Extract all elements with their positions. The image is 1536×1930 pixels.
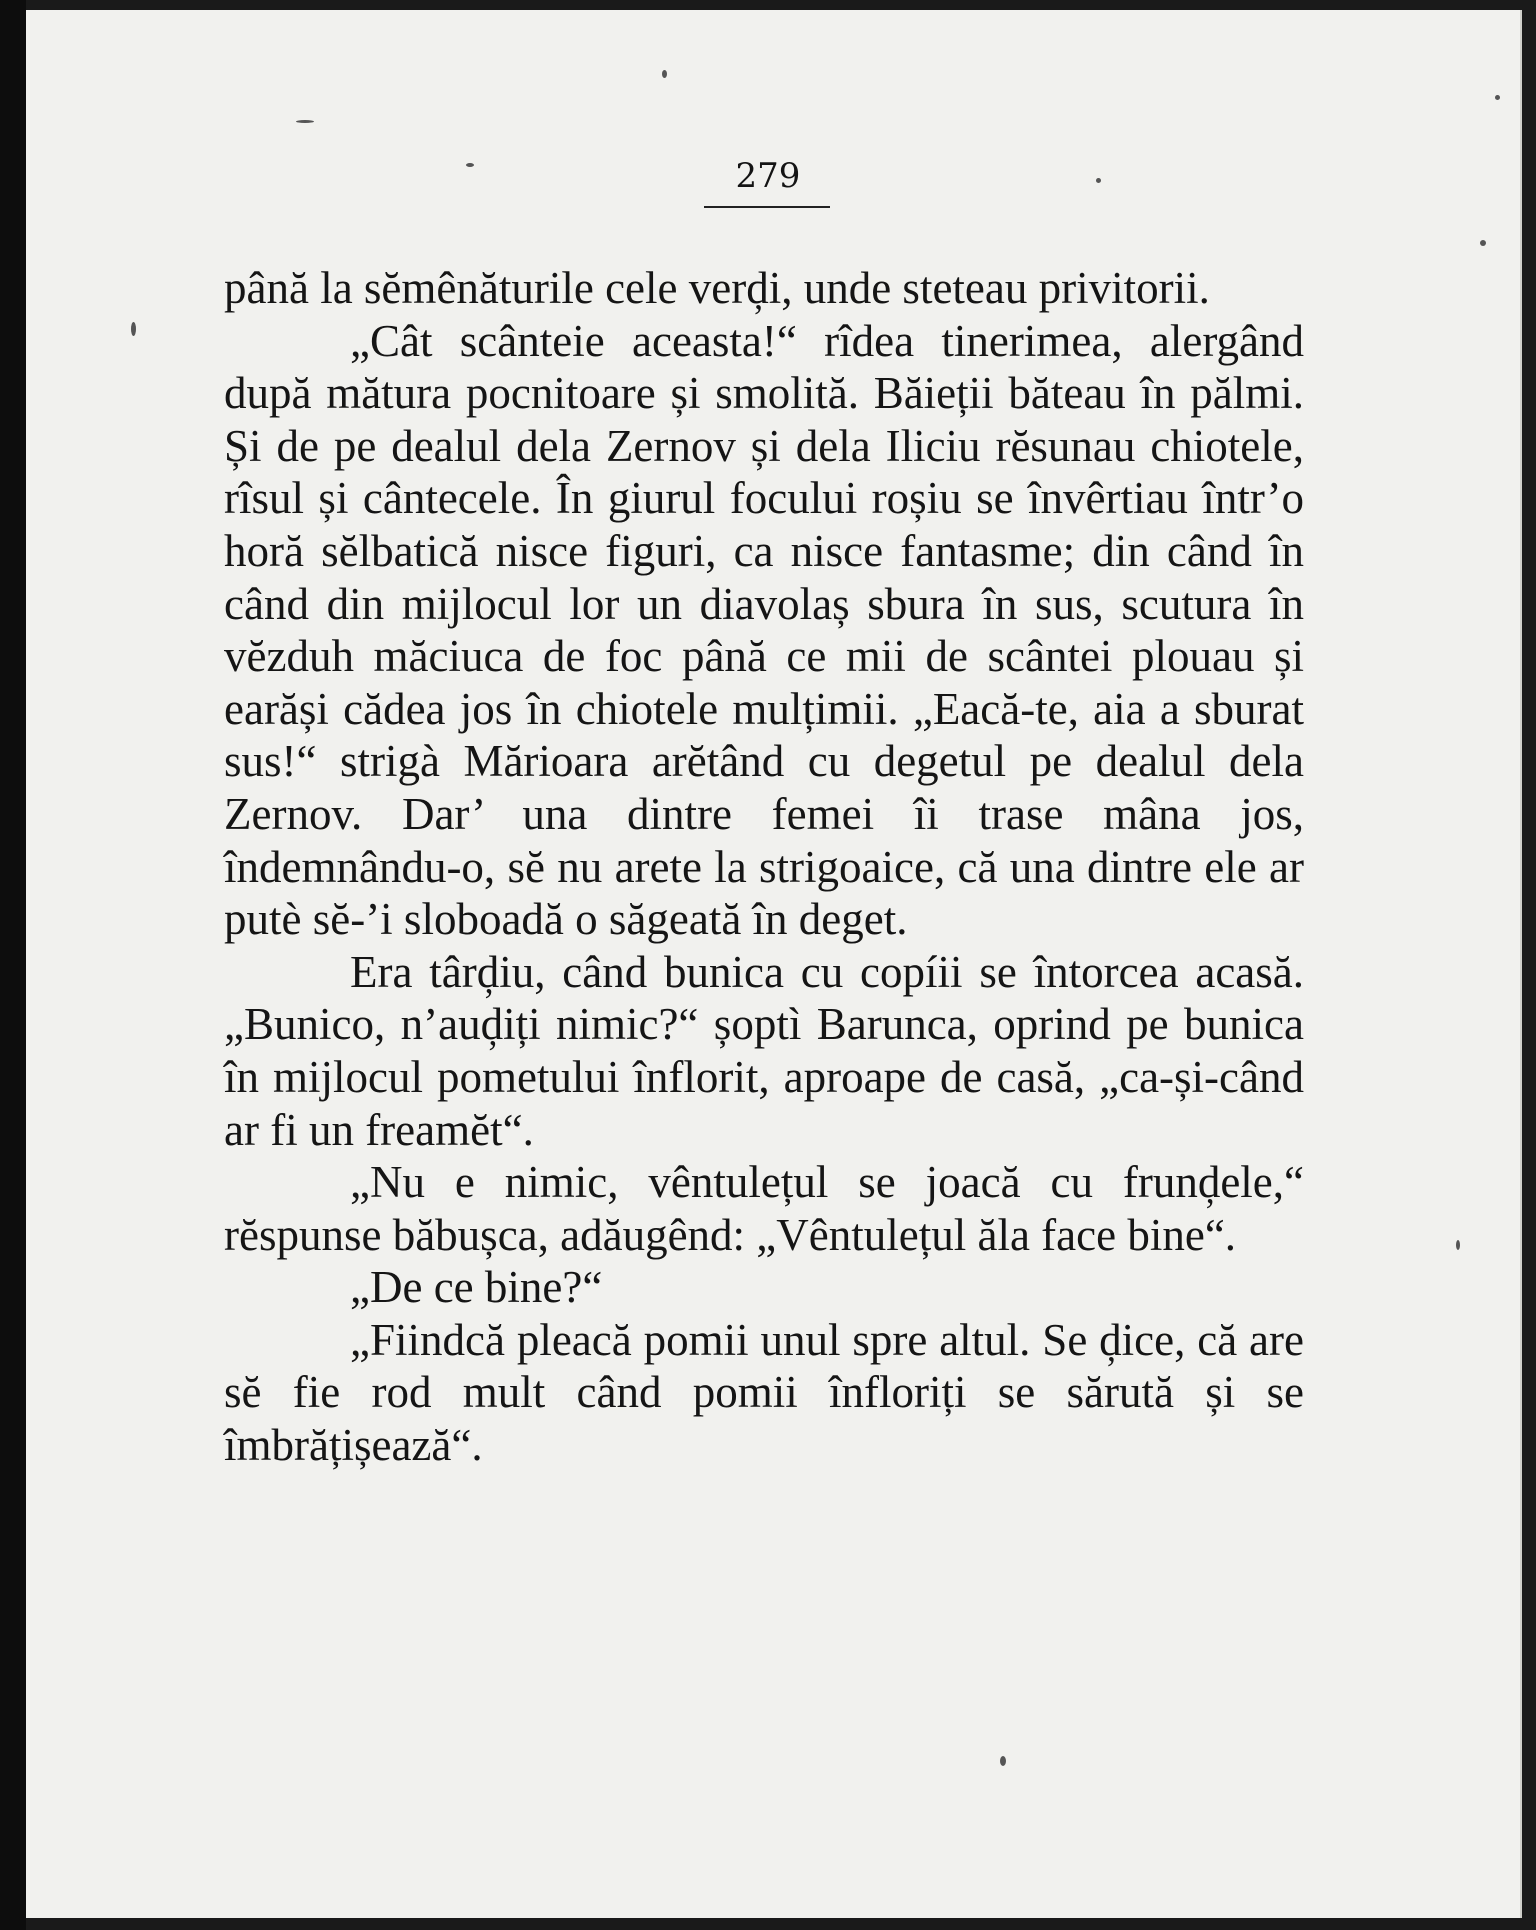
page-number-rule xyxy=(704,206,830,208)
paragraph: „Nu e nimic, vêntulețul se joacă cu frunḑele,“ rĕspunse băbușca, adăugênd: „Vêntulețul ăla face bine“. xyxy=(224,1157,1304,1260)
print-speck xyxy=(1456,1240,1460,1250)
paragraph: „Cât scânteie aceasta!“ rîdea tinerimea, alergând după mătura pocnitoare și smolită. Băieții băteau în pălmi. Și de pe dealul dela Zernov și dela Iliciu rĕsunau chiotele, rîsul și cântecele. În giurul focului roșiu se învêrtiau într’o horă sĕlbatică nisce figuri, ca nisce fantasme; din când în când din mijlocul lor un diavolaș sbura în sus, scutura în vĕzduh măciuca de foc până ce mii de scântei plouau și earăși cădea jos în chiotele mulțimii. „Eacă-te, aia a sburat sus!“ strigà Mărioara arĕtând cu degetul pe dealul dela Zernov. Dar’ una dintre femei îi trase mâna jos, îndemnându-o, sĕ nu arete la strigoaice, că una dintre ele ar putè sĕ-’i sloboadă o săgeată în deget. xyxy=(224,315,1304,945)
print-speck xyxy=(662,70,667,78)
book-spine-shadow xyxy=(0,0,26,1930)
print-speck xyxy=(1495,95,1500,100)
print-speck xyxy=(1480,240,1486,246)
print-speck xyxy=(131,322,136,336)
paragraph: Era târḑiu, când bunica cu copíii se întorcea acasă. „Bunico, n’auḑiți nimic?“ șoptì Barunca, oprind pe bunica în mijlocul pometului înflorit, aproape de casă, „ca-și-când ar fi un freamĕt“. xyxy=(224,946,1304,1155)
paragraph: până la sĕmênăturile cele verḑi, unde steteau privitorii. xyxy=(224,263,1210,313)
paragraph: „De ce bine?“ xyxy=(350,1262,603,1313)
page-number: 279 xyxy=(735,156,801,196)
paragraph: „Fiindcă pleacă pomii unul spre altul. Se ḑice, că are sĕ fie rod mult când pomii înfloriți se sărută și se îmbrățișează“. xyxy=(224,1314,1304,1471)
print-speck xyxy=(296,120,314,123)
body-text xyxy=(224,262,1304,1472)
print-speck xyxy=(1000,1756,1006,1766)
